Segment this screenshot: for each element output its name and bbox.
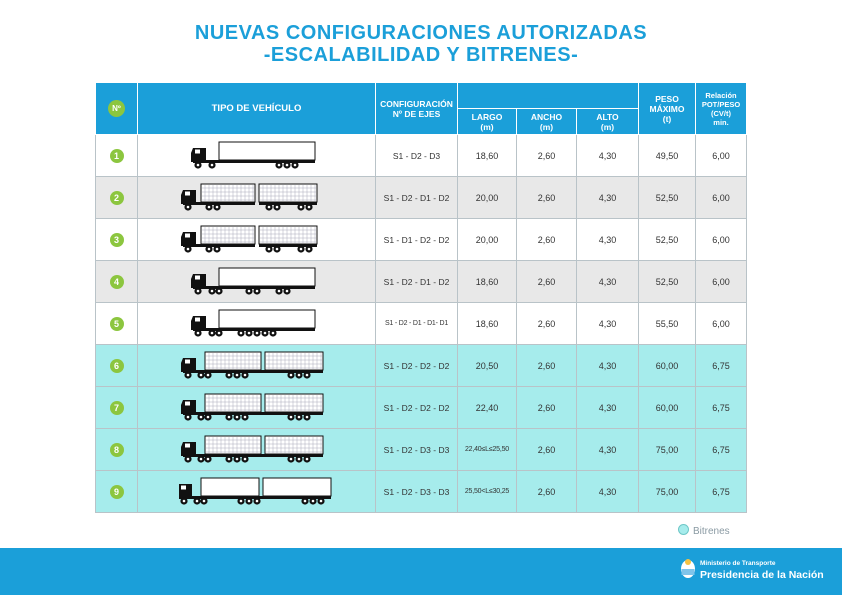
cell-config: S1 - D2 - D1 - D2: [376, 261, 458, 303]
table-row: [96, 219, 747, 261]
truck-icon: [179, 180, 335, 212]
cell-config: S1 - D2 - D3 - D3: [376, 471, 458, 513]
truck-icon: [179, 306, 335, 338]
cell-largo: 18,60: [458, 261, 517, 303]
cell-largo: 22,40≤L≤25,50: [458, 429, 517, 471]
truck-icon: [179, 348, 335, 380]
truck-icon: [179, 390, 335, 422]
cell-relacion: 6,00: [696, 219, 747, 261]
cell-relacion: 6,00: [696, 135, 747, 177]
page-title: NUEVAS CONFIGURACIONES AUTORIZADAS: [194, 22, 648, 44]
truck-icon: [179, 138, 335, 170]
cell-peso: 52,50: [639, 219, 696, 261]
cell-num: 3: [96, 219, 138, 261]
header-largo: LARGO (m): [458, 109, 517, 135]
configurations-table: [95, 82, 747, 513]
cell-relacion: 6,00: [696, 261, 747, 303]
cell-ancho: 2,60: [517, 219, 577, 261]
cell-num: 4: [96, 261, 138, 303]
cell-alto: 4,30: [577, 429, 639, 471]
cell-vehicle: [138, 345, 376, 387]
legend-swatch: [678, 524, 689, 535]
cell-config: S1 - D2 - D3 - D3: [376, 429, 458, 471]
cell-alto: 4,30: [577, 261, 639, 303]
cell-relacion: 6,75: [696, 471, 747, 513]
table-row: [96, 303, 747, 345]
table-row: [96, 429, 747, 471]
cell-num: 2: [96, 177, 138, 219]
cell-vehicle: [138, 429, 376, 471]
header-tipo: TIPO DE VEHÍCULO: [138, 83, 376, 135]
cell-num: 6: [96, 345, 138, 387]
cell-peso: 75,00: [639, 429, 696, 471]
cell-vehicle: [138, 471, 376, 513]
page-subtitle: -ESCALABILIDAD Y BITRENES-: [263, 44, 579, 66]
cell-ancho: 2,60: [517, 303, 577, 345]
cell-vehicle: [138, 135, 376, 177]
legend-label: Bitrenes: [693, 526, 730, 537]
cell-ancho: 2,60: [517, 345, 577, 387]
cell-alto: 4,30: [577, 387, 639, 429]
cell-largo: 20,00: [458, 219, 517, 261]
cell-largo: 22,40: [458, 387, 517, 429]
cell-alto: 4,30: [577, 471, 639, 513]
presidency-label: Presidencia de la Nación: [700, 569, 824, 581]
ministry-label: Ministerio de Transporte: [700, 560, 776, 567]
header-relacion: Relación POT/PESO (CV/t) min.: [696, 83, 747, 135]
cell-ancho: 2,60: [517, 135, 577, 177]
cell-vehicle: [138, 219, 376, 261]
cell-config: S1 - D2 - D1 - D2: [376, 177, 458, 219]
cell-config: S1 - D2 - D3: [376, 135, 458, 177]
cell-peso: 52,50: [639, 177, 696, 219]
truck-icon: [179, 432, 335, 464]
coat-of-arms-icon: [680, 557, 696, 579]
table-row: [96, 261, 747, 303]
truck-icon: [179, 264, 335, 296]
cell-config: S1 - D2 - D2 - D2: [376, 345, 458, 387]
cell-num: 7: [96, 387, 138, 429]
cell-vehicle: [138, 177, 376, 219]
header-peso: PESO MÁXIMO (t): [639, 83, 696, 135]
table-row: [96, 177, 747, 219]
cell-num: 1: [96, 135, 138, 177]
table-row: [96, 345, 747, 387]
cell-num: 9: [96, 471, 138, 513]
cell-alto: 4,30: [577, 135, 639, 177]
cell-peso: 75,00: [639, 471, 696, 513]
cell-largo: 18,60: [458, 135, 517, 177]
cell-vehicle: [138, 303, 376, 345]
header-dimensions-group: [458, 83, 639, 109]
table-row: [96, 387, 747, 429]
cell-peso: 52,50: [639, 261, 696, 303]
cell-config: S1 - D1 - D2 - D2: [376, 219, 458, 261]
table-row: [96, 471, 747, 513]
cell-largo: 20,00: [458, 177, 517, 219]
cell-config: S1 - D2 - D2 - D2: [376, 387, 458, 429]
cell-ancho: 2,60: [517, 429, 577, 471]
footer-bar: [0, 548, 842, 595]
cell-num: 5: [96, 303, 138, 345]
cell-largo: 18,60: [458, 303, 517, 345]
cell-num: 8: [96, 429, 138, 471]
cell-vehicle: [138, 261, 376, 303]
cell-largo: 25,50<L≤30,25: [458, 471, 517, 513]
cell-peso: 60,00: [639, 387, 696, 429]
cell-peso: 49,50: [639, 135, 696, 177]
cell-peso: 55,50: [639, 303, 696, 345]
cell-relacion: 6,75: [696, 387, 747, 429]
truck-icon: [179, 474, 335, 506]
cell-peso: 60,00: [639, 345, 696, 387]
header-config: CONFIGURACIÓN Nº DE EJES: [376, 83, 458, 135]
cell-relacion: 6,00: [696, 177, 747, 219]
truck-icon: [179, 222, 335, 254]
cell-ancho: 2,60: [517, 471, 577, 513]
cell-alto: 4,30: [577, 219, 639, 261]
cell-config: S1 - D2 - D1 - D1- D1: [376, 303, 458, 345]
cell-largo: 20,50: [458, 345, 517, 387]
legend: [678, 524, 730, 537]
header-ancho: ANCHO (m): [517, 109, 577, 135]
cell-ancho: 2,60: [517, 261, 577, 303]
cell-ancho: 2,60: [517, 177, 577, 219]
cell-relacion: 6,75: [696, 429, 747, 471]
cell-vehicle: [138, 387, 376, 429]
cell-relacion: 6,00: [696, 303, 747, 345]
cell-alto: 4,30: [577, 303, 639, 345]
cell-ancho: 2,60: [517, 387, 577, 429]
table-row: [96, 135, 747, 177]
cell-relacion: 6,75: [696, 345, 747, 387]
cell-alto: 4,30: [577, 177, 639, 219]
header-alto: ALTO (m): [577, 109, 639, 135]
cell-alto: 4,30: [577, 345, 639, 387]
header-num: Nº: [96, 83, 138, 135]
